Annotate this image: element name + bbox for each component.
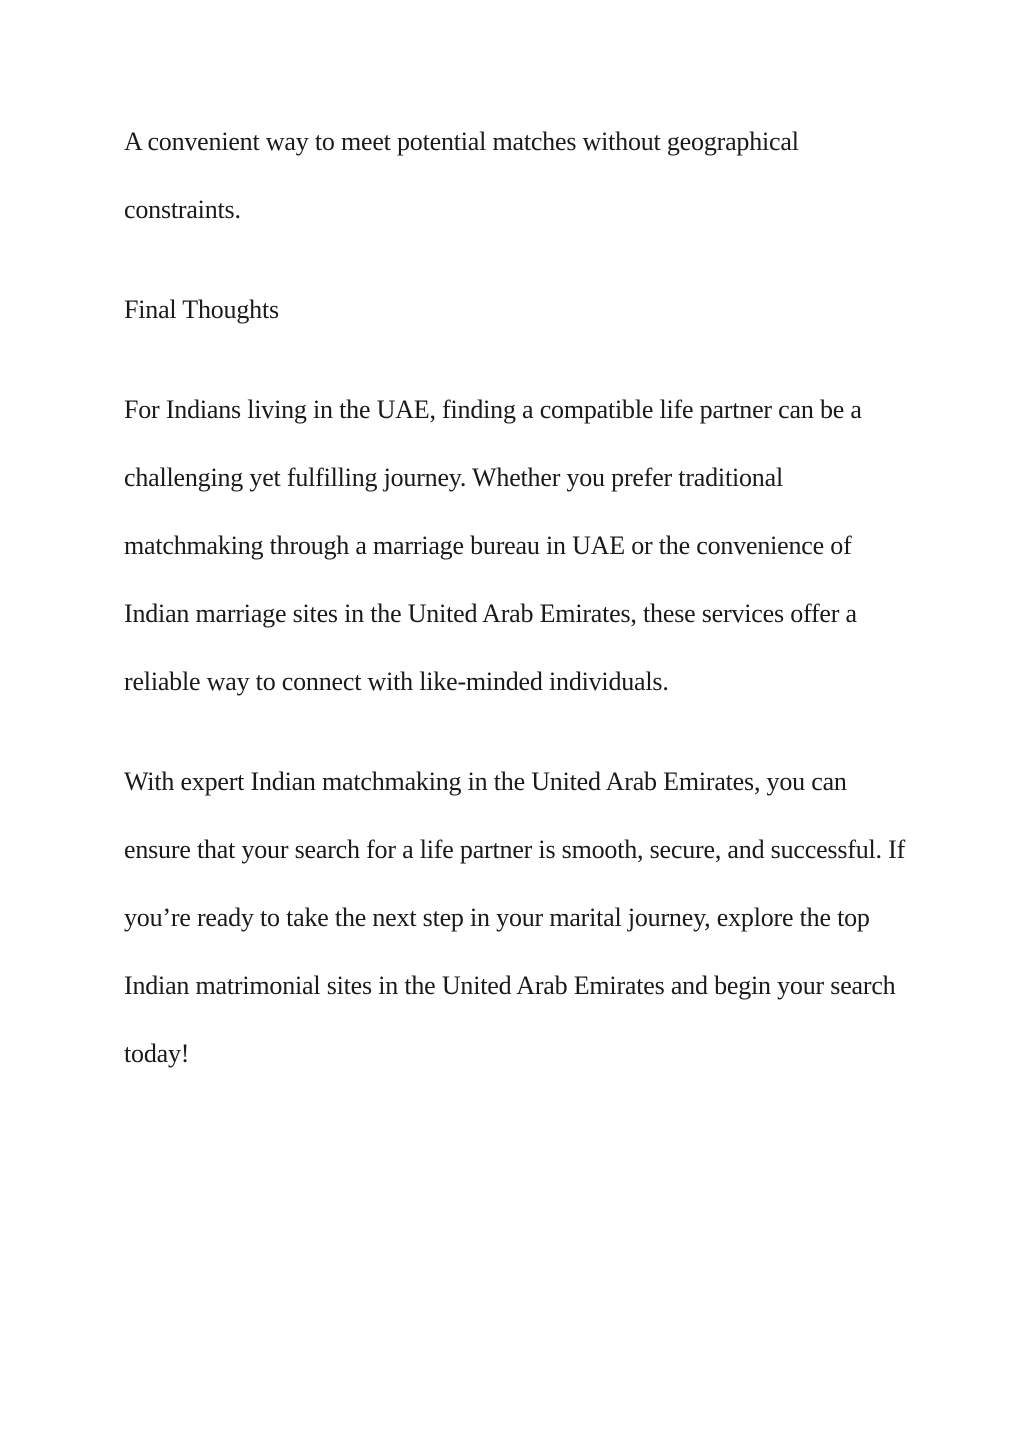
final-thoughts-paragraph-1: For Indians living in the UAE, finding a compatible life partner can be a challenging yet fulfilling journey. Whether you prefer traditional matchmaking through a marriage bureau in UAE or the convenience of Indian marriage sites in the United Arab Emirates, these services offer a reliable way to connect with like-minded individuals. bbox=[124, 395, 862, 696]
final-thoughts-heading: Final Thoughts bbox=[124, 295, 279, 324]
document-page bbox=[124, 108, 914, 1120]
final-thoughts-paragraph-2: With expert Indian matchmaking in the United Arab Emirates, you can ensure that your search for a life partner is smooth, secure, and successful. If you’re ready to take the next step in your marital journey, explore the top Indian matrimonial sites in the United Arab Emirates and begin your search today! bbox=[124, 767, 906, 1068]
intro-paragraph: A convenient way to meet potential matches without geographical constraints. bbox=[124, 127, 799, 224]
